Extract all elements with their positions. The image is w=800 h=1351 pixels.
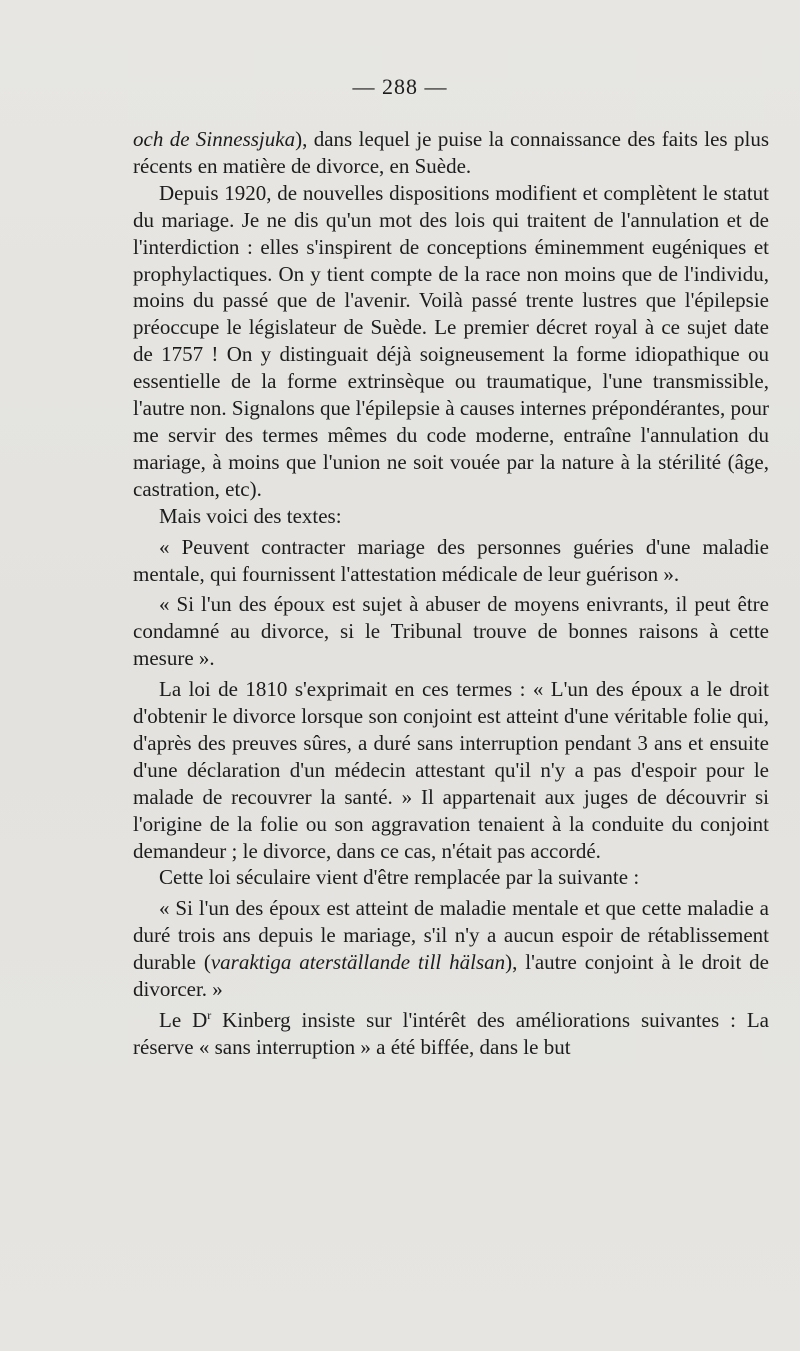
italic-swedish-phrase: varaktiga aterställande till hälsan — [210, 950, 506, 975]
doctor-abbrev-sup: r — [207, 1008, 212, 1022]
quote-new-law: « Si l'un des époux est atteint de maladie mentale et que cette maladie a duré trois ans depuis le mariage, s'il n'y a aucun espoir de rétablissement durable (varaktiga aterställande till hälsan), l'autre conjoint à le droit de divorcer. » — [133, 896, 769, 1002]
paragraph-new-dispositions: Depuis 1920, de nouvelles dispositions modifient et complètent le statut du mariage. Je ne dis qu'un mot des lois qui traitent de l'annulation et de l'interdiction : elles s'inspirent de conceptions éminemment eugéniques et prophylactiques. On y tient compte de la race non moins que de l'individu, moins du passé que de l'avenir. Voilà passé trente lustres que l'épilepsie préoccupe le législateur de Suède. Le premier décret royal à ce sujet date de 1757 ! On y distinguait déjà soigneusement la forme idiopathique ou essentielle de la forme extrinsèque ou traumatique, l'une transmissible, l'autre non. Signalons que l'épilepsie à causes internes prépondérantes, pour me servir des termes mêmes du code moderne, entraîne l'annulation du mariage, à moins que l'union ne soit vouée par la nature à la stérilité (âge, castration, etc). — [133, 180, 769, 501]
quote-mental-illness-marriage: « Peuvent contracter mariage des personnes guéries d'une maladie mentale, qui fournissent l'attestation médicale de leur guérison ». — [133, 534, 769, 586]
paragraph-kinberg: Le $D^r$ Kinberg insiste sur l'intérêt des améliorations suivantes : La réserve « sans interruption » a été biffée, dans le but — [133, 1008, 769, 1059]
paragraph-law-1810: La loi de 1810 s'exprimait en ces termes : « L'un des époux a le droit d'obtenir le divorce lorsque son conjoint est atteint d'une véritable folie qui, d'après des preuves sûres, a duré sans interruption pendant 3 ans et ensuite d'une déclaration d'un médecin attestant qu'il n'y a pas d'espoir pour le malade de recouvrer la santé. » Il appartenait aux juges de découvrir si l'origine de la folie ou son aggravation tenaient à la conduite du conjoint demandeur ; le divorce, dans ce cas, n'était pas accordé. — [133, 677, 769, 863]
paragraph-texts-intro: Mais voici des textes: — [159, 503, 342, 528]
paragraph-continuation: och de Sinnessjuka), dans lequel je puise la connaissance des faits les plus récents en matière de divorce, en Suède. — [133, 127, 770, 178]
body-text — [133, 126, 769, 1061]
paragraph-law-replaced: Cette loi séculaire vient d'être remplacée par la suivante : — [159, 865, 640, 890]
page-number: — 288 — — [352, 74, 448, 99]
quote-intoxicants-divorce: « Si l'un des époux est sujet à abuser de moyens enivrants, il peut être condamné au divorce, si le Tribunal trouve de bonnes raisons à cette mesure ». — [133, 592, 769, 671]
italic-title: och de Sinnessjuka — [133, 127, 296, 151]
